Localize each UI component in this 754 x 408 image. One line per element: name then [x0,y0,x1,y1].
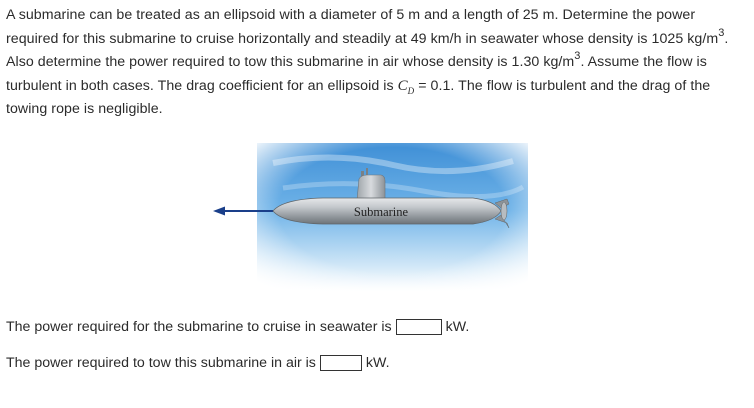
air-unit-label: kW. [365,355,390,371]
problem-text-part1: A submarine can be treated as an ellipsoid with a diameter of 5 m and a length of 25 m. Determine the power required for this submarine to cruise horizontally and steadily at 49 km/h in seawater whose density is 1025 kg/m [6,7,719,47]
drag-coefficient-symbol: $C_D$ [397,77,415,96]
question-seawater-prompt: The power required for the submarine to cruise in seawater is [6,319,392,335]
answer-row-air [6,353,390,373]
air-power-input[interactable] [320,355,362,371]
problem-text-part3: . Assume the flow is turbulent in both cases. The drag coefficient for an ellipsoid is [6,54,707,94]
submarine-label: Submarine [353,205,409,219]
propeller-icon [501,202,507,220]
arrow-head-icon [213,207,225,216]
submarine-sail [357,175,385,200]
question-air-prompt: The power required to tow this submarine in air is [6,355,316,371]
cube-exponent-2: 3 [574,50,581,63]
cube-exponent-1: 3 [718,26,725,39]
submarine-illustration [213,143,528,291]
seawater-power-input[interactable] [396,319,442,335]
answer-row-seawater [6,317,469,337]
seawater-unit-label: kW. [445,319,470,335]
problem-text-part2: . Also determine the power required to tow this submarine in air whose density is 1.30 kg/m [6,30,729,70]
drag-coefficient-subscript: D [407,85,415,96]
problem-statement [6,4,748,122]
problem-text-part4: = 0.1. The flow is turbulent and the drag of the towing rope is negligible. [6,77,711,117]
submarine-figure [213,143,528,291]
